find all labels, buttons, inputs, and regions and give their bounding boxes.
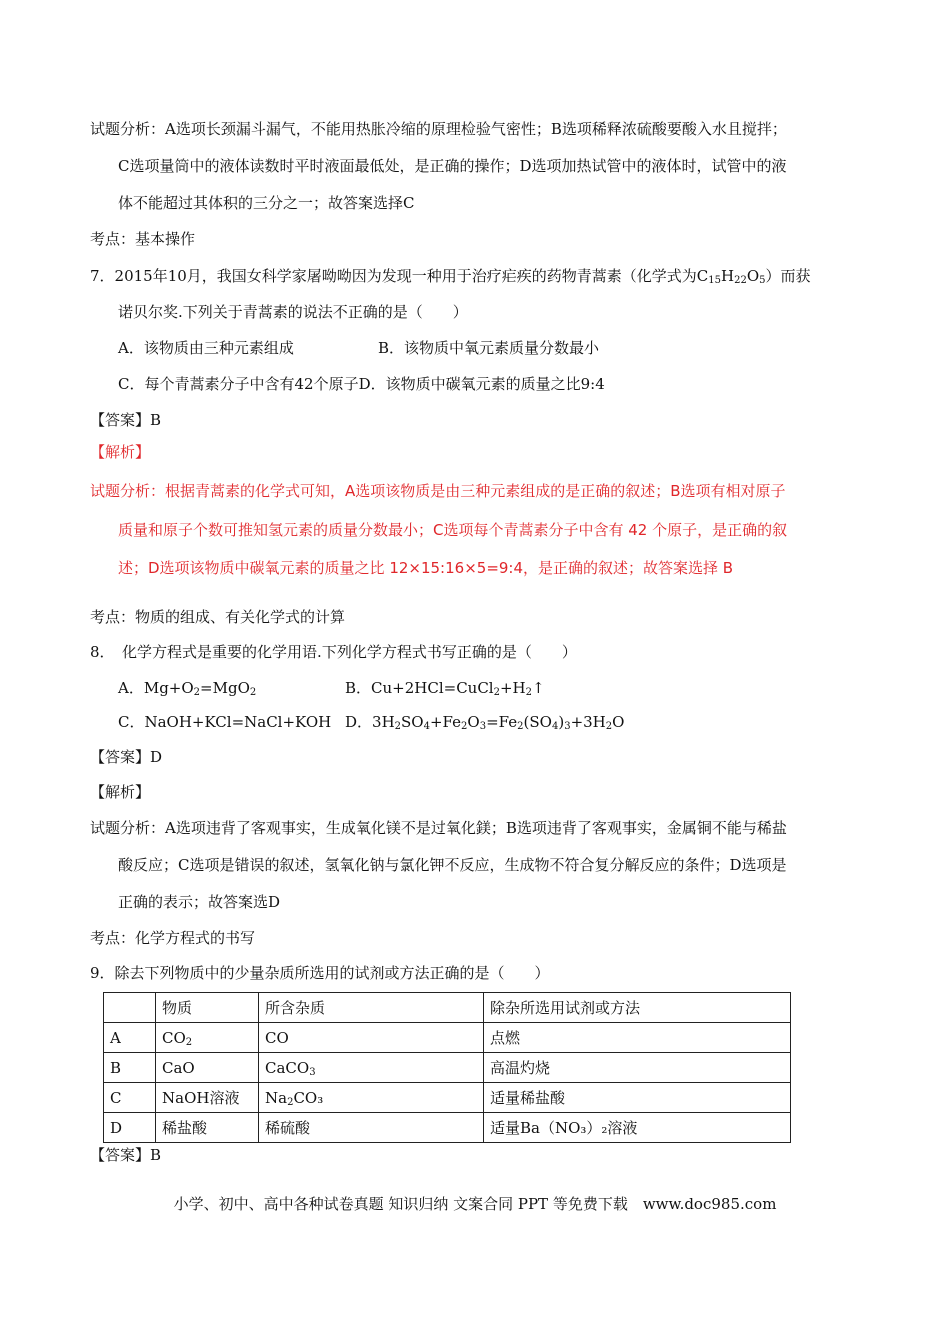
q9-stem: 9．除去下列物质中的少量杂质所选用的试剂或方法正确的是（ ）: [90, 964, 550, 982]
q9-header-cell: 除杂所选用试剂或方法: [484, 993, 791, 1023]
q9-header-cell: [104, 993, 156, 1023]
q9-impurity: CaCO$_3$: [259, 1053, 484, 1083]
q7-option-b: B．该物质中氧元素质量分数最小: [378, 339, 600, 357]
q9-method: 高温灼烧: [484, 1053, 791, 1083]
q9-substance: CaO: [156, 1053, 259, 1083]
q9-impurity: 稀硫酸: [259, 1113, 484, 1143]
q6-kaodian: 考点：基本操作: [90, 230, 196, 248]
q6-analysis-line3: 体不能超过其体积的三分之一；故答案选择C: [118, 194, 415, 212]
q7-analysis-line2: 质量和原子个数可推知氢元素的质量分数最小；C选项每个青蒿素分子中含有 42 个原子，是正确的叙: [118, 521, 788, 539]
q7-option-a: A．该物质由三种元素组成: [118, 339, 294, 357]
q9-option-key: D: [104, 1113, 156, 1143]
q9-header-cell: 物质: [156, 993, 259, 1023]
q8-analysis-line1: 试题分析：A选项违背了客观事实，生成氧化镁不是过氧化鎂；B选项违背了客观事实，金属铜不能与稀盐: [90, 819, 787, 837]
q9-header-cell: 所含杂质: [259, 993, 484, 1023]
q7-option-cd: C．每个青蒿素分子中含有42个原子D．该物质中碳氧元素的质量之比9:4: [118, 375, 605, 393]
q8-jiexi-heading: 【解析】: [90, 783, 151, 801]
q7-answer: 【答案】B: [90, 411, 162, 429]
q9-substance: 稀盐酸: [156, 1113, 259, 1143]
q9-table: [103, 992, 791, 1143]
q8-analysis-line3: 正确的表示；故答案选D: [118, 893, 281, 911]
table-row: [104, 1053, 791, 1083]
q9-option-key: A: [104, 1023, 156, 1053]
q8-answer: 【答案】D: [90, 748, 163, 766]
q9-option-key: B: [104, 1053, 156, 1083]
q8-analysis-line2: 酸反应；C选项是错误的叙述，氢氧化钠与氯化钾不反应，生成物不符合复分解反应的条件；D选项是: [118, 856, 787, 874]
q6-analysis-line1: 试题分析：A选项长颈漏斗漏气，不能用热胀冷缩的原理检验气密性；B选项稀释浓硫酸要酸入水且搅拌；: [90, 120, 787, 138]
q9-impurity: $Na_2CO_3$: [259, 1083, 484, 1113]
page-footer: 小学、初中、高中各种试卷真题 知识归纳 文案合同 PPT 等免费下载 www.doc985.com: [173, 1195, 777, 1213]
q8-option-d: D．$3H_2SO_4+Fe_2O_3=Fe_2(SO_4)_3+3H_2O$: [345, 713, 625, 732]
q9-method: 适量稀盐酸: [484, 1083, 791, 1113]
q9-answer: 【答案】B: [90, 1146, 162, 1164]
q7-kaodian: 考点：物质的组成、有关化学式的计算: [90, 608, 346, 626]
table-row: [104, 1113, 791, 1143]
q8-stem: 8． 化学方程式是重要的化学用语.下列化学方程式书写正确的是（ ）: [90, 643, 577, 661]
table-row: [104, 1083, 791, 1113]
q9-option-key: C: [104, 1083, 156, 1113]
q8-kaodian: 考点：化学方程式的书写: [90, 929, 256, 947]
table-row: [104, 1023, 791, 1053]
q7-stem-line2: 诺贝尔奖.下列关于青蒿素的说法不正确的是（ ）: [118, 303, 468, 321]
q8-option-a: A．$Mg+O_2=MgO_2$: [118, 679, 257, 698]
q8-option-c: C．NaOH+KCl=NaCl+KOH: [118, 713, 332, 731]
q7-jiexi-heading: 【解析】: [90, 443, 151, 461]
q9-table-header-row: [104, 993, 791, 1023]
q9-substance: NaOH溶液: [156, 1083, 259, 1113]
q9-method: 点燃: [484, 1023, 791, 1053]
q9-substance: $CO_2$: [156, 1023, 259, 1053]
q9-method: 适量Ba（NO₃）₂溶液: [484, 1113, 791, 1143]
q7-analysis-line3: 述；D选项该物质中碳氧元素的质量之比 12×15:16×5=9:4，是正确的叙述；故答案选择 B: [118, 559, 734, 577]
q9-impurity: CO: [259, 1023, 484, 1053]
q6-analysis-line2: C选项量筒中的液体读数时平时液面最低处，是正确的操作；D选项加热试管中的液体时，试管中的液: [118, 157, 787, 175]
q7-stem-line1: 7．2015年10月，我国女科学家屠呦呦因为发现一种用于治疗疟疾的药物青蒿素（化学式为$C_{15}H_{22}O_5$）而获: [90, 267, 811, 286]
q8-option-b: B．$Cu+2HCl=CuCl_2+H_2↑$: [345, 679, 545, 698]
q7-analysis-line1: 试题分析：根据青蒿素的化学式可知，A选项该物质是由三种元素组成的是正确的叙述；B选项有相对原子: [90, 482, 786, 500]
